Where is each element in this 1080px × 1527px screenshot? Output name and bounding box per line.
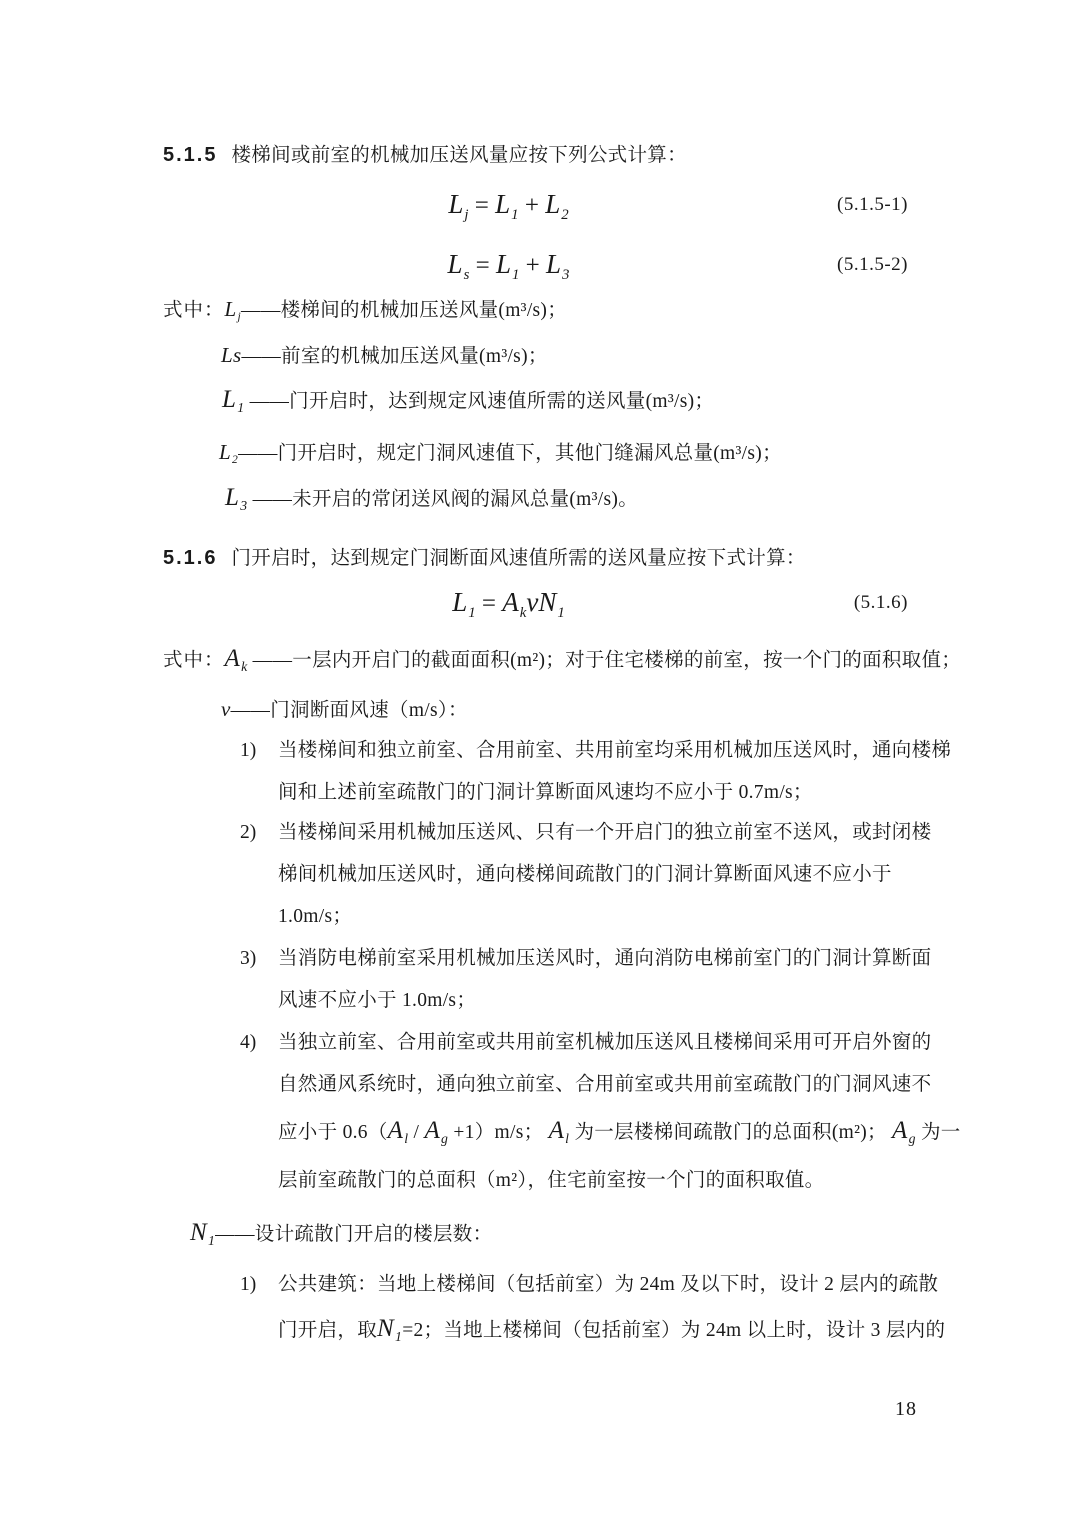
text-line bbox=[278, 854, 931, 896]
math-subscript: 1 bbox=[557, 604, 565, 621]
list-item-n1-1 bbox=[240, 1262, 945, 1354]
math-var: $A_l$ bbox=[548, 1117, 570, 1147]
definition-text bbox=[224, 645, 962, 675]
math-subscript: 2 bbox=[561, 206, 569, 223]
math-var: v bbox=[526, 587, 539, 617]
formula-5-1-6 bbox=[452, 582, 565, 626]
list-item-number: 1) bbox=[240, 1274, 257, 1295]
math-var: $L_2$ bbox=[219, 440, 239, 467]
math-var: $A_g$ bbox=[424, 1117, 449, 1147]
formula-5-1-5-2 bbox=[448, 244, 570, 288]
text-segment: 为一 bbox=[915, 1122, 961, 1143]
text-segment: ——门洞断面风速（m/s）： bbox=[230, 700, 468, 721]
math-var: $N_1$ bbox=[538, 587, 565, 621]
list-item-number: 1) bbox=[240, 740, 257, 761]
math-subscript: 1 bbox=[237, 400, 245, 416]
clause-title: 门开启时，达到规定门洞断面风速值所需的送风量应按下式计算： bbox=[231, 548, 806, 569]
formula-label: (5.1.5-2) bbox=[837, 254, 908, 275]
text-segment: ——一层内开启门的截面面积(m²)；对于住宅楼梯的前室，按一个门的面积取值； bbox=[247, 650, 962, 671]
definition-ak bbox=[163, 646, 961, 676]
text-segment: ——门开启时，规定门洞风速值下，其他门缝漏风总量(m³/s)； bbox=[238, 443, 782, 464]
text-line bbox=[278, 1160, 961, 1202]
list-item-text bbox=[278, 812, 931, 938]
math-var: $L_1$ bbox=[495, 189, 519, 223]
formula-row-5-1-6 bbox=[163, 582, 930, 626]
clause-5-1-5-heading bbox=[163, 140, 687, 171]
text-line bbox=[278, 812, 931, 854]
list-item-text bbox=[278, 730, 951, 814]
text-line bbox=[278, 938, 931, 980]
text-line bbox=[278, 1262, 945, 1308]
where-label: 式中： bbox=[163, 650, 225, 671]
math-subscript: 1 bbox=[468, 604, 476, 621]
formula-label: (5.1.5-1) bbox=[837, 194, 908, 215]
formula-label: (5.1.6) bbox=[853, 592, 908, 613]
text-segment: 应小于 0.6（ bbox=[278, 1122, 388, 1143]
definition-n1 bbox=[190, 1220, 492, 1250]
math-var: v bbox=[221, 697, 231, 721]
text-line bbox=[278, 1064, 961, 1106]
text-segment: =2；当地上楼梯间（包括前室）为 24m 以上时，设计 3 层内的 bbox=[402, 1320, 946, 1341]
text-segment: 1.0m/s； bbox=[278, 906, 353, 927]
math-var: $N_1$ bbox=[377, 1315, 403, 1345]
math-subscript: l bbox=[404, 1131, 409, 1147]
formula-row-5-1-5-1 bbox=[163, 184, 930, 228]
math-var: $L_s$ bbox=[447, 249, 470, 283]
definition-l2 bbox=[219, 439, 782, 469]
list-item-v-2 bbox=[240, 812, 931, 938]
text-segment: = bbox=[475, 590, 503, 617]
text-segment: ——楼梯间的机械加压送风量(m³/s)； bbox=[241, 300, 568, 321]
text-segment: +1）m/s； bbox=[448, 1122, 549, 1143]
text-segment: 梯间机械加压送风时，通向楼梯间疏散门的门洞计算断面风速不应小于 bbox=[278, 864, 892, 885]
math-subscript: j bbox=[237, 311, 242, 324]
text-segment: 当独立前室、合用前室或共用前室机械加压送风且楼梯间采用可开启外窗的 bbox=[278, 1032, 932, 1053]
math-subscript: k bbox=[241, 659, 248, 675]
clause-5-1-6-heading bbox=[163, 543, 806, 574]
math-subscript: 2 bbox=[231, 454, 239, 467]
math-subscript: l bbox=[565, 1131, 570, 1147]
math-var: $L_1$ bbox=[495, 249, 520, 283]
formula-row-5-1-5-2 bbox=[163, 244, 930, 288]
text-segment: 当楼梯间和独立前室、合用前室、共用前室均采用机械加压送风时，通向楼梯 bbox=[278, 740, 952, 761]
text-line bbox=[278, 896, 931, 938]
clause-number: 5.1.5 bbox=[163, 144, 218, 166]
text-segment: + bbox=[518, 192, 546, 219]
text-segment: = bbox=[468, 192, 496, 219]
math-var: $L_3$ bbox=[546, 249, 570, 283]
text-segment: 为一层楼梯间疏散门的总面积(m²)； bbox=[569, 1122, 893, 1143]
definition-lj bbox=[163, 296, 567, 326]
math-subscript: 1 bbox=[207, 1233, 216, 1249]
math-var: $A_k$ bbox=[224, 645, 248, 675]
page-number: 18 bbox=[895, 1398, 917, 1420]
text-segment: / bbox=[408, 1122, 425, 1143]
text-segment: ——未开启的常闭送风阀的漏风总量(m³/s)。 bbox=[247, 489, 638, 510]
math-var: $L_j$ bbox=[448, 189, 469, 223]
where-label: 式中： bbox=[163, 300, 225, 321]
math-subscript: k bbox=[519, 604, 527, 621]
math-var: $A_k$ bbox=[502, 587, 527, 621]
definition-v bbox=[221, 696, 468, 726]
text-segment: 当楼梯间采用机械加压送风、只有一个开启门的独立前室不送风，或封闭楼 bbox=[278, 822, 932, 843]
math-subscript: g bbox=[441, 1131, 449, 1147]
math-var: $L_2$ bbox=[545, 189, 569, 223]
list-item-number: 3) bbox=[240, 948, 257, 969]
text-segment: 门开启，取 bbox=[278, 1320, 378, 1341]
text-segment: = bbox=[469, 252, 496, 279]
text-segment: 当消防电梯前室采用机械加压送风时，通向消防电梯前室门的门洞计算断面 bbox=[278, 948, 932, 969]
text-segment: ——前室的机械加压送风量(m³/s)； bbox=[241, 346, 548, 367]
math-subscript: 3 bbox=[562, 266, 570, 283]
text-segment: 风速不应小于 1.0m/s； bbox=[278, 990, 477, 1011]
math-subscript: j bbox=[464, 206, 469, 223]
math-var: $L_3$ bbox=[225, 484, 248, 514]
list-item-number: 2) bbox=[240, 822, 257, 843]
text-segment: 层前室疏散门的总面积（m²），住宅前室按一个门的面积取值。 bbox=[278, 1170, 825, 1191]
math-var: $A_g$ bbox=[892, 1117, 916, 1147]
text-line bbox=[278, 1308, 945, 1354]
list-item-v-3 bbox=[240, 938, 931, 1022]
math-var: $L_1$ bbox=[222, 386, 245, 416]
list-item-v-1 bbox=[240, 730, 951, 814]
math-subscript: g bbox=[908, 1131, 916, 1147]
text-segment: ——门开启时，达到规定风速值所需的送风量(m³/s)； bbox=[244, 391, 715, 412]
definition-l3 bbox=[225, 485, 638, 515]
text-line bbox=[278, 772, 951, 814]
math-var: $A_l$ bbox=[387, 1117, 409, 1147]
list-item-text bbox=[278, 938, 931, 1022]
list-item-text bbox=[278, 1022, 961, 1202]
math-var: Ls bbox=[221, 343, 242, 367]
math-subscript: 3 bbox=[240, 498, 248, 514]
list-item-v-4 bbox=[240, 1022, 961, 1202]
math-var: $L_1$ bbox=[452, 587, 476, 621]
math-var: $L_j$ bbox=[224, 297, 242, 324]
math-subscript: s bbox=[463, 266, 470, 283]
text-segment: ——设计疏散门开启的楼层数： bbox=[215, 1224, 493, 1245]
list-item-number: 4) bbox=[240, 1032, 257, 1053]
text-segment: 自然通风系统时，通向独立前室、合用前室或共用前室疏散门的门洞风速不 bbox=[278, 1074, 932, 1095]
math-subscript: 1 bbox=[511, 266, 520, 283]
definition-l1 bbox=[222, 387, 714, 417]
list-item-text bbox=[278, 1262, 945, 1354]
text-line bbox=[278, 730, 951, 772]
text-line bbox=[278, 1022, 961, 1064]
formula-5-1-5-1 bbox=[448, 184, 568, 228]
math-var: $N_1$ bbox=[190, 1219, 216, 1249]
text-segment: + bbox=[519, 252, 547, 279]
text-segment: 间和上述前室疏散门的门洞计算断面风速均不应小于 0.7m/s； bbox=[278, 782, 813, 803]
text-line bbox=[278, 980, 931, 1022]
text-line-formula bbox=[278, 1106, 961, 1160]
clause-title: 楼梯间或前室的机械加压送风量应按下列公式计算： bbox=[231, 145, 687, 166]
math-subscript: 1 bbox=[511, 206, 519, 223]
clause-number: 5.1.6 bbox=[163, 547, 218, 569]
text-segment: 公共建筑：当地上楼梯间（包括前室）为 24m 及以下时，设计 2 层内的疏散 bbox=[278, 1274, 939, 1295]
definition-text bbox=[224, 297, 568, 324]
math-subscript: 1 bbox=[395, 1329, 403, 1345]
definition-ls bbox=[221, 342, 548, 372]
